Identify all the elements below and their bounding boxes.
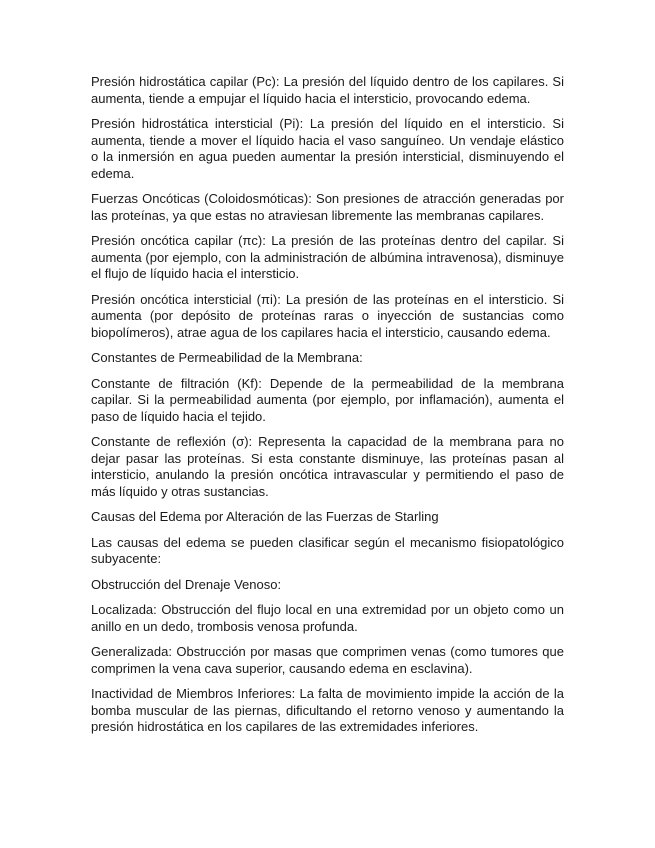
paragraph-capillary-oncotic-pressure: Presión oncótica capilar (πc): La presión de las proteínas dentro del capilar. Si aumenta (por ejemplo, con la administración de albúmina intravenosa), disminuye el flujo de líquido hacia el intersticio. (91, 233, 564, 281)
document-page (91, 74, 564, 745)
paragraph-interstitial-oncotic-pressure: Presión oncótica intersticial (πi): La presión de las proteínas en el intersticio. Si aumenta (por depósito de proteínas raras o inyección de sustancias como biopolímeros), atrae agua de los capilares hacia el intersticio, causando edema. (91, 291, 564, 340)
paragraph-oncotic-forces: Fuerzas Oncóticas (Coloidosmóticas): Son presiones de atracción generadas por las proteínas, ya que estas no atraviesan libremente las membranas capilares. (91, 191, 564, 223)
paragraph-capillary-hydrostatic-pressure: Presión hidrostática capilar (Pc): La presión del líquido dentro de los capilares. Si aumenta, tiende a empujar el líquido hacia el intersticio, provocando edema. (91, 74, 564, 106)
paragraph-edema-classification: Las causas del edema se pueden clasificar según el mecanismo fisiopatológico subyacente: (91, 534, 564, 566)
paragraph-reflection-constant: Constante de reflexión (σ): Representa la capacidad de la membrana para no dejar pasar las proteínas. Si esta constante disminuye, las proteínas pasan al intersticio, anulando la presión oncótica intravascular y permitiendo el paso de más líquido y otras sustancias. (91, 434, 564, 499)
heading-venous-drainage-obstruction: Obstrucción del Drenaje Venoso: (91, 576, 282, 592)
paragraph-interstitial-hydrostatic-pressure: Presión hidrostática intersticial (Pi): La presión del líquido en el intersticio. Si aumenta, tiende a mover el líquido hacia el vaso sanguíneo. Un vendaje elástico o la inmersión en agua pueden aumentar la presión intersticial, disminuyendo el edema. (91, 116, 564, 181)
paragraph-generalized-obstruction: Generalizada: Obstrucción por masas que comprimen venas (como tumores que comprimen la vena cava superior, causando edema en esclavina). (91, 644, 564, 676)
heading-membrane-permeability: Constantes de Permeabilidad de la Membrana: (91, 350, 363, 365)
paragraph-localized-obstruction: Localizada: Obstrucción del flujo local en una extremidad por un objeto como un anillo en un dedo, trombosis venosa profunda. (91, 602, 564, 634)
heading-edema-causes: Causas del Edema por Alteración de las Fuerzas de Starling (91, 509, 439, 524)
paragraph-lower-limb-inactivity: Inactividad de Miembros Inferiores: La falta de movimiento impide la acción de la bomba muscular de las piernas, dificultando el retorno venoso y aumentando la presión hidrostática en los capilares de las extremidades inferiores. (91, 686, 564, 734)
paragraph-filtration-constant: Constante de filtración (Kf): Depende de la permeabilidad de la membrana capilar. Si la permeabilidad aumenta (por ejemplo, por inflamación), aumenta el paso de líquido hacia el tejido. (91, 375, 564, 424)
